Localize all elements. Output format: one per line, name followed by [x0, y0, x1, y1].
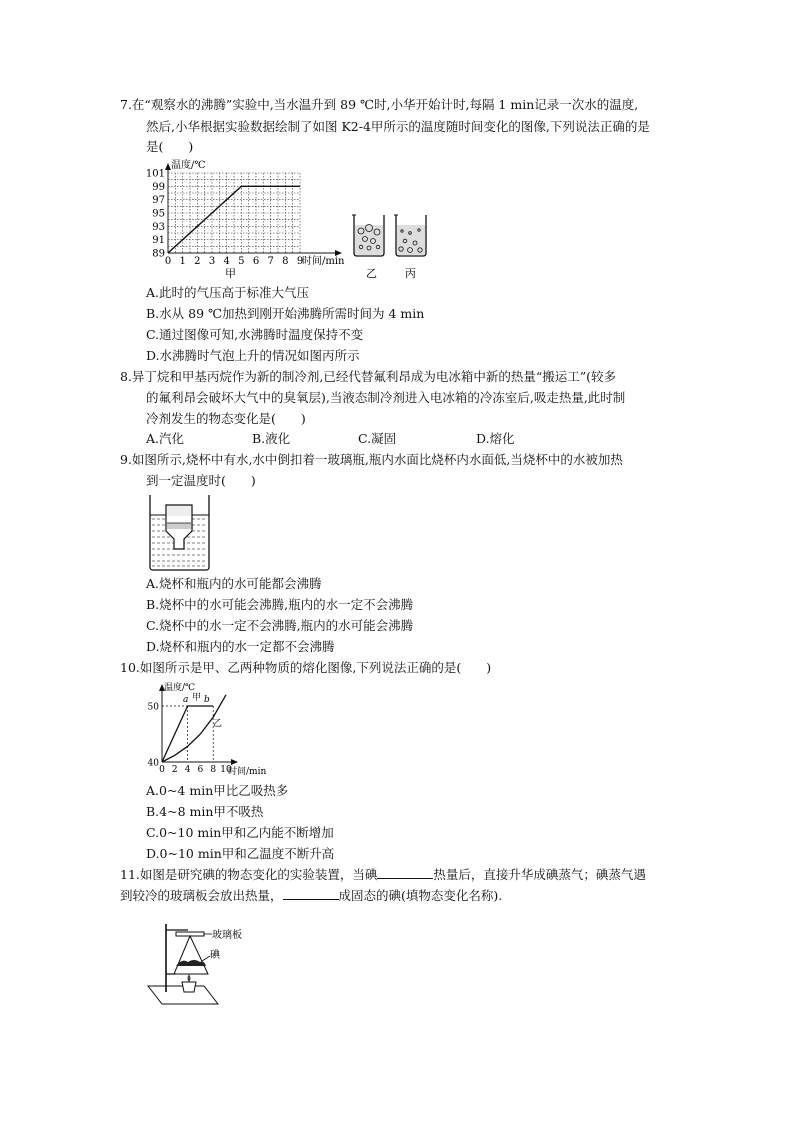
- q9-option-d[interactable]: D.烧杯和瓶内的水一定都不会沸腾: [146, 639, 335, 654]
- q9-option-c[interactable]: C.烧杯中的水一定不会沸腾,瓶内的水可能会沸腾: [146, 618, 414, 633]
- q7-xtick-label: 0: [164, 256, 172, 267]
- q7-ytick-label: 95: [152, 208, 165, 220]
- q8-option-c[interactable]: C.凝固: [358, 431, 397, 446]
- q9-beaker-figure: [146, 493, 216, 573]
- q10-ytick-label: 40: [147, 758, 159, 769]
- q7-ytick-label: 93: [152, 221, 165, 233]
- q10-xtick-label: 4: [184, 765, 191, 775]
- q7-option-a[interactable]: A.此时的气压高于标准大气压: [146, 285, 310, 300]
- q10-option-c[interactable]: C.0~10 min甲和乙内能不断增加: [146, 825, 334, 840]
- q7-xtick-label: 9: [296, 256, 304, 267]
- q11-blank-1[interactable]: [377, 866, 433, 879]
- q11-line-2-part-a: 到较冷的玻璃板会放出热量，: [120, 888, 283, 903]
- q7-xtick-label: 7: [267, 256, 274, 267]
- q7-ytick-label: 97: [152, 195, 165, 207]
- q10-option-b[interactable]: B.4~8 min甲不吸热: [146, 804, 264, 819]
- q10-figure: [140, 678, 280, 778]
- q8-line-2: 的氟利昂会破坏大气中的臭氧层),当液态制冷剂进入电冰箱的冷冻室后,吸走热量,此时制: [146, 390, 626, 405]
- q9-line-1: 9.如图所示,烧杯中有水,水中倒扣着一玻璃瓶,瓶内水面比烧杯内水面低,当烧杯中的水被加热: [120, 452, 623, 467]
- q7-xtick-label: 2: [194, 256, 201, 267]
- q7-ylabel: 温度/℃: [171, 160, 206, 171]
- q7-caption-yi: 乙: [366, 267, 377, 280]
- beaker-yi-illustration: [352, 215, 384, 256]
- q10-ylabel: 温度/℃: [164, 683, 196, 693]
- q7-xtick-label: 6: [252, 256, 260, 267]
- q8-option-a[interactable]: A.汽化: [146, 431, 185, 446]
- q11-label-iodine: 碘: [210, 950, 220, 961]
- q10-xtick-label: 6: [197, 765, 204, 775]
- q10-label-a: a: [183, 695, 189, 705]
- q7-xtick-label: 4: [223, 256, 230, 267]
- q11-blank-2[interactable]: [283, 887, 339, 900]
- q11-line-2: [120, 887, 502, 905]
- q7-xlabel: 时间/min: [302, 256, 345, 267]
- q10-option-d[interactable]: D.0~10 min甲和乙温度不断升高: [146, 846, 335, 861]
- q9-option-b[interactable]: B.烧杯中的水可能会沸腾,瓶内的水一定不会沸腾: [146, 597, 414, 612]
- q7-caption-jia: 甲: [225, 267, 236, 280]
- q7-line-1: 7.在“观察水的沸腾”实验中,当水温升到 89 ℃时,小华开始计时,每隔 1 min记录一次水的温度,: [120, 97, 639, 112]
- q10-xlabel: 时间/min: [228, 767, 267, 777]
- q9-line-2: 到一定温度时( ): [146, 473, 256, 488]
- q11-label-glass: 玻璃板: [212, 930, 242, 941]
- q7-ytick-label: 91: [152, 235, 165, 247]
- q11-line-1: [120, 866, 646, 884]
- q7-option-d[interactable]: D.水沸腾时气泡上升的情况如图丙所示: [146, 348, 360, 363]
- q7-ytick-label: 101: [145, 168, 165, 180]
- q10-option-a[interactable]: A.0~4 min甲比乙吸热多: [146, 783, 289, 798]
- q10-xtick-label: 0: [159, 765, 165, 775]
- q10-label-b: b: [204, 695, 210, 705]
- q10-xtick-label: 2: [171, 765, 178, 775]
- q7-xtick-label: 5: [238, 256, 245, 267]
- q7-line-2: 然后,小华根据实验数据绘制了如图 K2-4甲所示的温度随时间变化的图像,下列说法正确的是: [146, 119, 650, 134]
- q7-option-b[interactable]: B.水从 89 ℃加热到刚开始沸腾所需时间为 4 min: [146, 306, 425, 321]
- q11-line-1-part-a: 11.如图是研究碘的物态变化的实验装置，当碘: [120, 867, 378, 882]
- q8-option-b[interactable]: B.液化: [252, 431, 291, 446]
- q9-option-a[interactable]: A.烧杯和瓶内的水可能都会沸腾: [146, 576, 322, 591]
- q7-option-c[interactable]: C.通过图像可知,水沸腾时温度保持不变: [146, 327, 364, 342]
- q7-xtick-label: 8: [282, 256, 289, 267]
- q10-label-jia: 甲: [192, 693, 202, 703]
- q8-option-d[interactable]: D.熔化: [476, 431, 515, 446]
- q8-line-3: 冷剂发生的物态变化是( ): [146, 411, 306, 426]
- q7-line-3: 是( ): [146, 139, 194, 154]
- q11-apparatus-figure: [146, 916, 256, 1006]
- q11-line-2-part-b: 成固态的碘(填物态变化名称).: [338, 888, 503, 903]
- q7-ytick-label: 99: [152, 181, 165, 193]
- q7-ytick-label: 89: [152, 248, 165, 260]
- q7-xtick-label: 3: [208, 256, 216, 267]
- q8-line-1: 8.异丁烷和甲基丙烷作为新的制冷剂,已经代替氟利昂成为电冰箱中新的热量“搬运工”(较多: [120, 369, 617, 384]
- q10-label-yi: 乙: [213, 719, 223, 729]
- q11-line-1-part-b: 热量后，直接升华成碘蒸气；碘蒸气遇: [433, 867, 646, 882]
- q10-line-1: 10.如图所示是甲、乙两种物质的熔化图像,下列说法正确的是( ): [120, 660, 492, 675]
- q7-figure: [140, 155, 460, 285]
- q7-caption-bing: 丙: [405, 267, 416, 280]
- q10-xtick-label: 8: [210, 765, 217, 775]
- q10-ytick-label: 50: [147, 702, 159, 713]
- q7-xtick-label: 1: [179, 256, 186, 267]
- beaker-bing-illustration: [394, 215, 426, 256]
- q10-xtick-label: 10: [220, 765, 232, 775]
